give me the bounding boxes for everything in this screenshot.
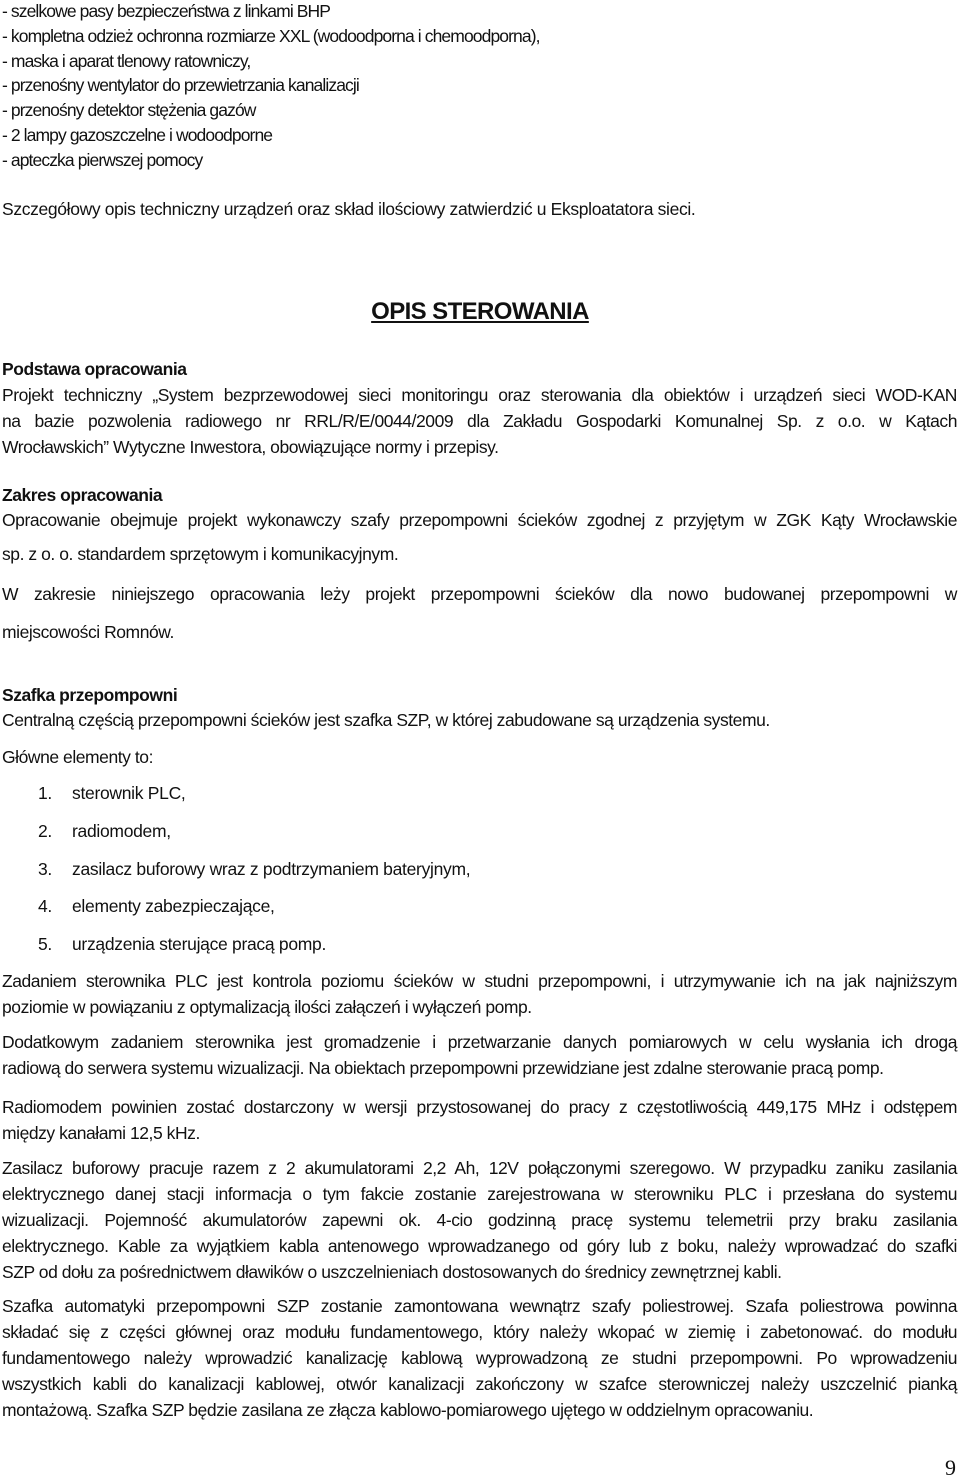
list-text: elementy zabezpieczające, — [72, 896, 275, 917]
list-item: - 2 lampy gazoszczelne i wodoodporne — [2, 124, 273, 145]
elements-list — [38, 783, 470, 972]
zakres-line-1: Opracowanie obejmuje projekt wykonawczy szafy przepompowni ścieków zgodnej z przyjętym w ZGK Kąty Wrocławskie — [2, 510, 957, 530]
paragraph-line: SZP od dołu za pośrednictwem dławików o uszczelnieniach dostosowanych do średnicy zewnętrznej kabli. — [2, 1262, 782, 1282]
paragraph-line: Zasilacz buforowy pracuje razem z 2 akumulatorami 2,2 Ah, 12V połączonymi szeregowo. W przypadku zaniku zasilania — [2, 1158, 957, 1178]
list-item — [38, 783, 470, 821]
zakres-heading: Zakres opracowania — [2, 485, 163, 505]
podstawa-line-2: na bazie pozwolenia radiowego nr RRL/R/E/0044/2009 dla Zakładu Gospodarki Komunalnej Sp. z o.o. w Kątach — [2, 411, 957, 431]
podstawa-heading: Podstawa opracowania — [2, 359, 187, 379]
szafka-line-1: Centralną częścią przepompowni ścieków jest szafka SZP, w której zabudowane są urządzenia systemu. — [2, 710, 770, 730]
szafka-heading: Szafka przepompowni — [2, 685, 178, 705]
list-item — [38, 859, 470, 897]
paragraph-line: między kanałami 12,5 kHz. — [2, 1123, 200, 1143]
paragraph-line: wizualizacji. Pojemność akumulatorów zapewni ok. 4-cio godzinną pracę systemu telemetrii przy braku zasilania — [2, 1210, 957, 1230]
elements-intro: Główne elementy to: — [2, 747, 153, 767]
list-number: 1. — [38, 783, 52, 803]
paragraph-line: elektrycznego danej stacji informacja o tym fakcie zostanie zarejestrowana w sterowniku PLC i przesłana do systemu — [2, 1184, 957, 1204]
paragraph-line: montażową. Szafka SZP będzie zasilana ze złącza kablowo-pomiarowego ujętego w oddzielnym opracowaniu. — [2, 1400, 814, 1420]
paragraph-line: Zadaniem sterownika PLC jest kontrola poziomu ścieków w studni przepompowni, i utrzymywanie ich na jak najniższym — [2, 971, 957, 991]
list-item — [38, 896, 470, 934]
paragraph-zasilacz — [2, 1155, 957, 1285]
list-item: - przenośny detektor stężenia gazów — [2, 100, 256, 121]
paragraph-data — [2, 1029, 957, 1081]
paragraph-line: elektrycznego. Kable za wyjątkiem kabla antenowego wprowadzanego od góry lub z boku, należy wprowadzać do szafki — [2, 1236, 957, 1256]
list-text: sterownik PLC, — [72, 783, 186, 803]
list-text: zasilacz buforowy wraz z podtrzymaniem bateryjnym, — [72, 858, 471, 879]
list-item: - przenośny wentylator do przewietrzania kanalizacji — [2, 75, 359, 96]
list-number: 3. — [38, 858, 52, 879]
list-item — [38, 934, 470, 972]
paragraph-line: radiową do serwera systemu wizualizacji. Na obiektach przepompowni przewidziane jest zdalne sterowanie pracą pomp. — [2, 1058, 884, 1078]
list-item: - maska i aparat tlenowy ratowniczy, — [2, 50, 251, 71]
list-item: - kompletna odzież ochronna rozmiarze XXL (wodoodporna i chemoodporna), — [2, 25, 540, 46]
paragraph-line: Radiomodem powinien zostać dostarczony w wersji przystosowanej do pracy z częstotliwością 449,175 MHz i odstępem — [2, 1097, 957, 1117]
paragraph-line: fundamentowego należy wprowadzić kanalizację kablową wyprowadzoną ze studni przepompowni. Po wprowadzeniu — [2, 1348, 957, 1368]
intro-sentence: Szczegółowy opis techniczny urządzeń oraz skład ilościowy zatwierdzić u Eksploatatora sieci. — [2, 199, 696, 219]
paragraph-plc — [2, 968, 957, 1020]
list-item: - apteczka pierwszej pomocy — [2, 149, 203, 170]
paragraph-line: Szafka automatyki przepompowni SZP zostanie zamontowana wewnątrz szafy poliestrowej. Szafa poliestrowa powinna — [2, 1296, 957, 1316]
list-text: urządzenia sterujące pracą pomp. — [72, 934, 327, 955]
podstawa-section — [2, 356, 957, 460]
section-title: OPIS STEROWANIA — [371, 298, 589, 325]
paragraph-line: Dodatkowym zadaniem sterownika jest gromadzenie i przetwarzanie danych pomiarowych w celu wysłania ich drogą — [2, 1032, 957, 1052]
paragraph-radiomodem — [2, 1094, 957, 1146]
list-number: 5. — [38, 934, 52, 955]
list-number: 2. — [38, 820, 52, 841]
zakres-line-2: sp. z o. o. standardem sprzętowym i komunikacyjnym. — [2, 544, 399, 564]
paragraph-line: składać się z części głównej oraz modułu fundamentowego, który należy wkopać w ziemię i zabetonować. do modułu — [2, 1322, 957, 1342]
podstawa-line-1: Projekt techniczny „System bezprzewodowej sieci monitoringu oraz sterowania dla obiektów i urządzeń sieci WOD-KAN — [2, 385, 957, 405]
list-item: - szelkowe pasy bezpieczeństwa z linkami BHP — [2, 1, 331, 21]
page-number: 9 — [945, 1455, 956, 1480]
paragraph-line: wszystkich kabli do kanalizacji kablowej, otwór kanalizacji zakończony w szafce sterowniczej należy uszczelnić pianką — [2, 1374, 957, 1394]
paragraph-szafa — [2, 1293, 957, 1423]
podstawa-line-3: Wrocławskich” Wytyczne Inwestora, obowiązujące normy i przepisy. — [2, 437, 499, 457]
list-text: radiomodem, — [72, 820, 171, 841]
zakres-line-3: W zakresie niniejszego opracowania leży projekt przepompowni ścieków dla nowo budowanej przepompowni w — [2, 584, 957, 604]
list-number: 4. — [38, 896, 52, 917]
paragraph-line: poziomie w powiązaniu z optymalizacją ilości załączeń i wyłączeń pomp. — [2, 997, 532, 1017]
list-item — [38, 821, 470, 859]
equipment-list — [2, 0, 540, 173]
zakres-line-4: miejscowości Romnów. — [2, 622, 174, 642]
